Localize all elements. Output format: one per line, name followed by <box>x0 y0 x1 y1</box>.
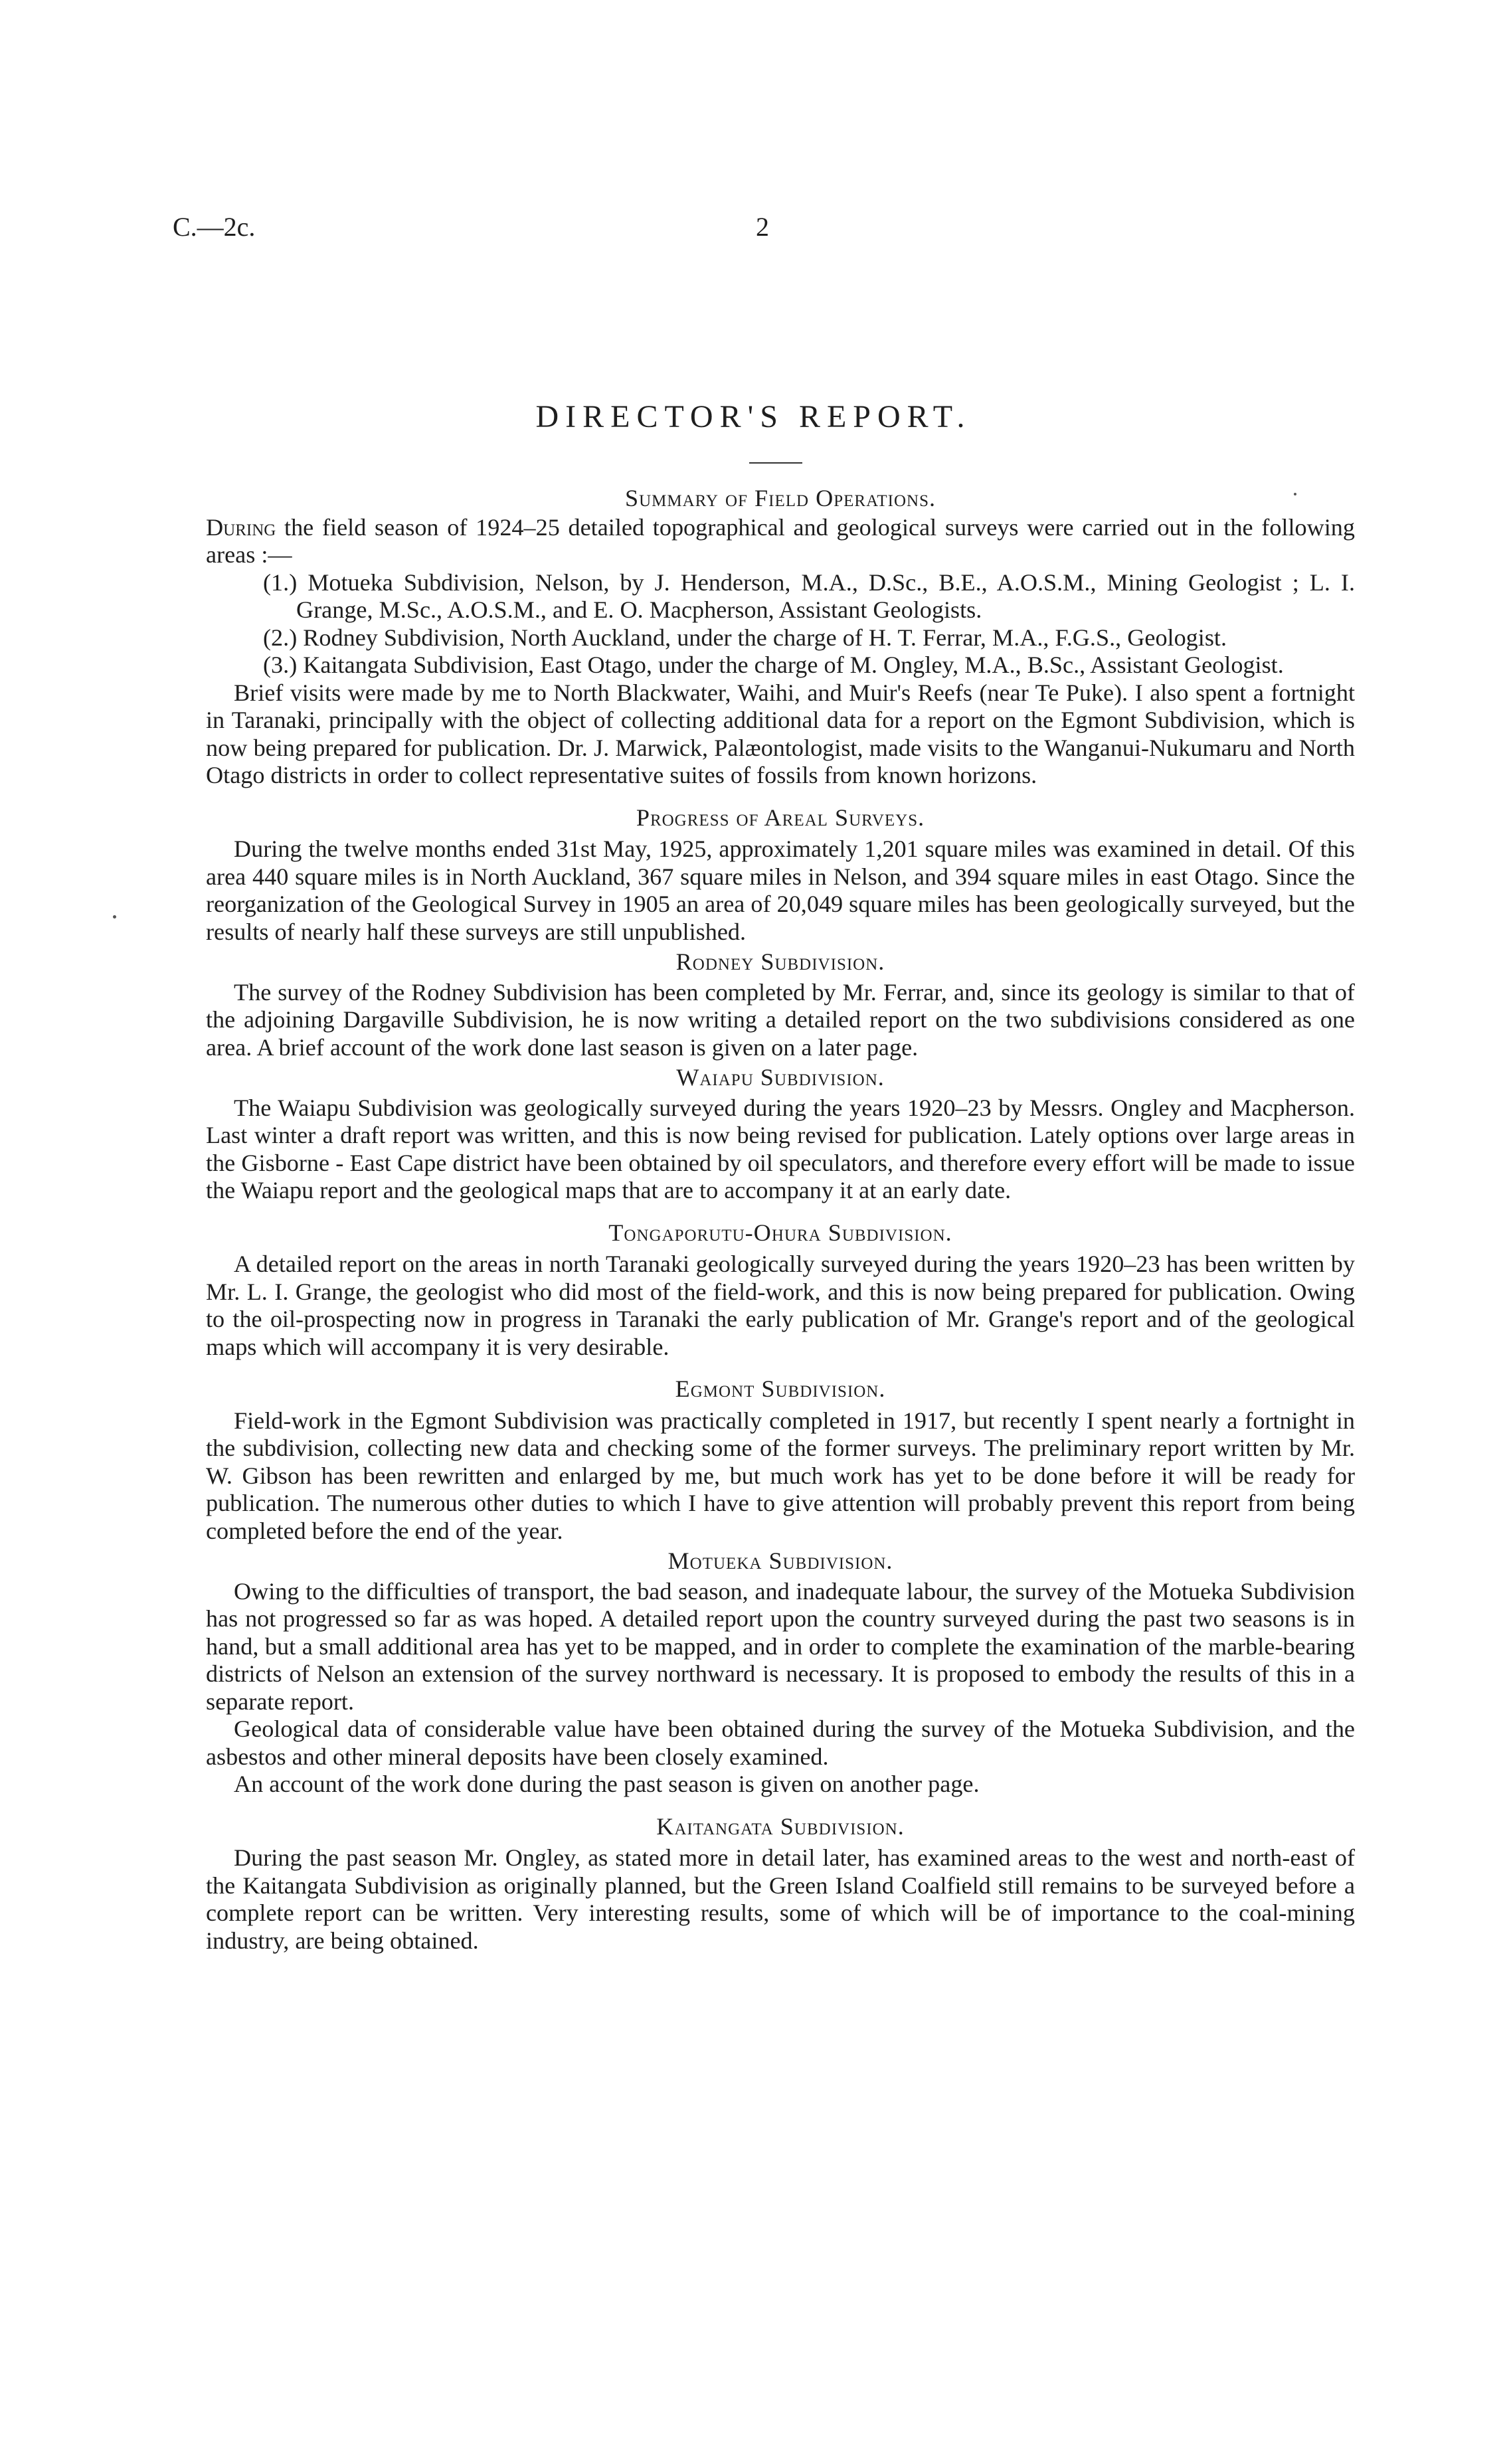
motueka-paragraph: An account of the work done during the past season is given on another page. <box>234 1771 980 1797</box>
intro-lead-word: During <box>206 513 276 541</box>
motueka-paragraph: Geological data of considerable value have been obtained during the survey of the Motueka Subdivision, and the asbestos and other mineral deposits have been closely examined. <box>206 1716 1355 1770</box>
rodney-paragraph: The survey of the Rodney Subdivision has been completed by Mr. Ferrar, and, since its geology is similar to that of the adjoining Dargaville Subdivision, he is now writing a detailed report on the two subdivisions considered as one area. A brief account of the work done last season is given on a later page. <box>206 978 1355 1061</box>
report-title: DIRECTOR'S REPORT. <box>535 399 972 434</box>
section-heading-kaitangata: Kaitangata Subdivision. <box>656 1812 905 1840</box>
list-item: (3.) Kaitangata Subdivision, East Otago, under the charge of M. Ongley, M.A., B.Sc., Assistant Geologist. <box>263 652 1284 678</box>
intro-text: the field season of 1924–25 detailed topographical and geological surveys were carried out in the following areas :— <box>206 513 1355 568</box>
section-heading-rodney: Rodney Subdivision. <box>675 948 885 975</box>
egmont-paragraph: Field-work in the Egmont Subdivision was practically completed in 1917, but recently I spent nearly a fortnight in the subdivision, collecting new data and checking some of the former surveys. The preliminary report written by Mr. W. Gibson has been rewritten and enlarged by me, but much work has yet to be done before it will be ready for publication. The numerous other duties to which I have to give attention will probably prevent this report from being completed before the end of the year. <box>206 1407 1355 1544</box>
field-operations-intro <box>206 514 1355 569</box>
section-heading-motueka: Motueka Subdivision. <box>667 1547 893 1574</box>
field-operations-paragraph: Brief visits were made by me to North Blackwater, Waihi, and Muir's Reefs (near Te Puke). I also spent a fortnight in Taranaki, principally with the object of collecting additional data for a report on the Egmont Subdivision, which is now being prepared for publication. Dr. J. Marwick, Palæontologist, made visits to the Wanganui-Nukumaru and North Otago districts in order to collect representative suites of fossils from known horizons. <box>206 679 1355 788</box>
page-reference: C.—2c. <box>173 212 256 242</box>
motueka-paragraph: Owing to the difficulties of transport, the bad season, and inadequate labour, the survey of the Motueka Subdivision has not progressed so far as was hoped. A detailed report upon the country surveyed during the past two seasons is in hand, but a small additional area has yet to be mapped, and in order to complete the examination of the marble-bearing districts of Nelson an extension of the survey northward is necessary. It is proposed to embody the results of this in a separate report. <box>206 1577 1355 1715</box>
list-item: (1.) Motueka Subdivision, Nelson, by J. Henderson, M.A., D.Sc., B.E., A.O.S.M., Mining Geologist ; L. I. Grange, M.Sc., A.O.S.M., and E. O. Macpherson, Assistant Geologists. <box>263 569 1355 623</box>
section-heading-egmont: Egmont Subdivision. <box>675 1375 886 1402</box>
section-heading-areal-surveys: Progress of Areal Surveys. <box>636 804 925 831</box>
tongaporutu-paragraph: A detailed report on the areas in north Taranaki geologically surveyed during the years 1920–23 has been written by Mr. L. I. Grange, the geologist who did most of the field-work, and this is now being prepared for publication. Owing to the oil-prospecting now in progress in Taranaki the early publication of Mr. Grange's report and of the geological maps which will accompany it is very desirable. <box>206 1251 1355 1360</box>
section-heading-tongaporutu: Tongaporutu-Ohura Subdivision. <box>608 1219 952 1246</box>
waiapu-paragraph: The Waiapu Subdivision was geologically surveyed during the years 1920–23 by Messrs. Ongley and Macpherson. Last winter a draft report was written, and this is now being revised for publication. Lately options over large areas in the Gisborne - East Cape district have been obtained by oil speculators, and therefore every effort will be made to issue the Waiapu report and the geological maps that are to accompany it at an early date. <box>206 1094 1355 1203</box>
title-divider <box>749 462 802 464</box>
speck-mark <box>113 915 116 919</box>
report-body <box>206 480 1355 1955</box>
page-number: 2 <box>756 212 769 242</box>
section-heading-field-operations: Summary of Field Operations. <box>624 485 936 511</box>
kaitangata-paragraph: During the past season Mr. Ongley, as stated more in detail later, has examined areas to the west and north-east of the Kaitangata Subdivision as originally planned, but the Green Island Coalfield still remains to be surveyed before a complete report can be written. Very interesting results, some of which will be of importance to the coal-mining industry, are being obtained. <box>206 1844 1355 1954</box>
list-item: (2.) Rodney Subdivision, North Auckland, under the charge of H. T. Ferrar, M.A., F.G.S., Geologist. <box>263 624 1227 651</box>
section-heading-waiapu: Waiapu Subdivision. <box>676 1064 885 1091</box>
areal-surveys-paragraph: During the twelve months ended 31st May, 1925, approximately 1,201 square miles was examined in detail. Of this area 440 square miles is in North Auckland, 367 square miles in Nelson, and 394 square miles in east Otago. Since the reorganization of the Geological Survey in 1905 an area of 20,049 square miles has been geologically surveyed, but the results of nearly half these surveys are still unpublished. <box>206 836 1355 945</box>
